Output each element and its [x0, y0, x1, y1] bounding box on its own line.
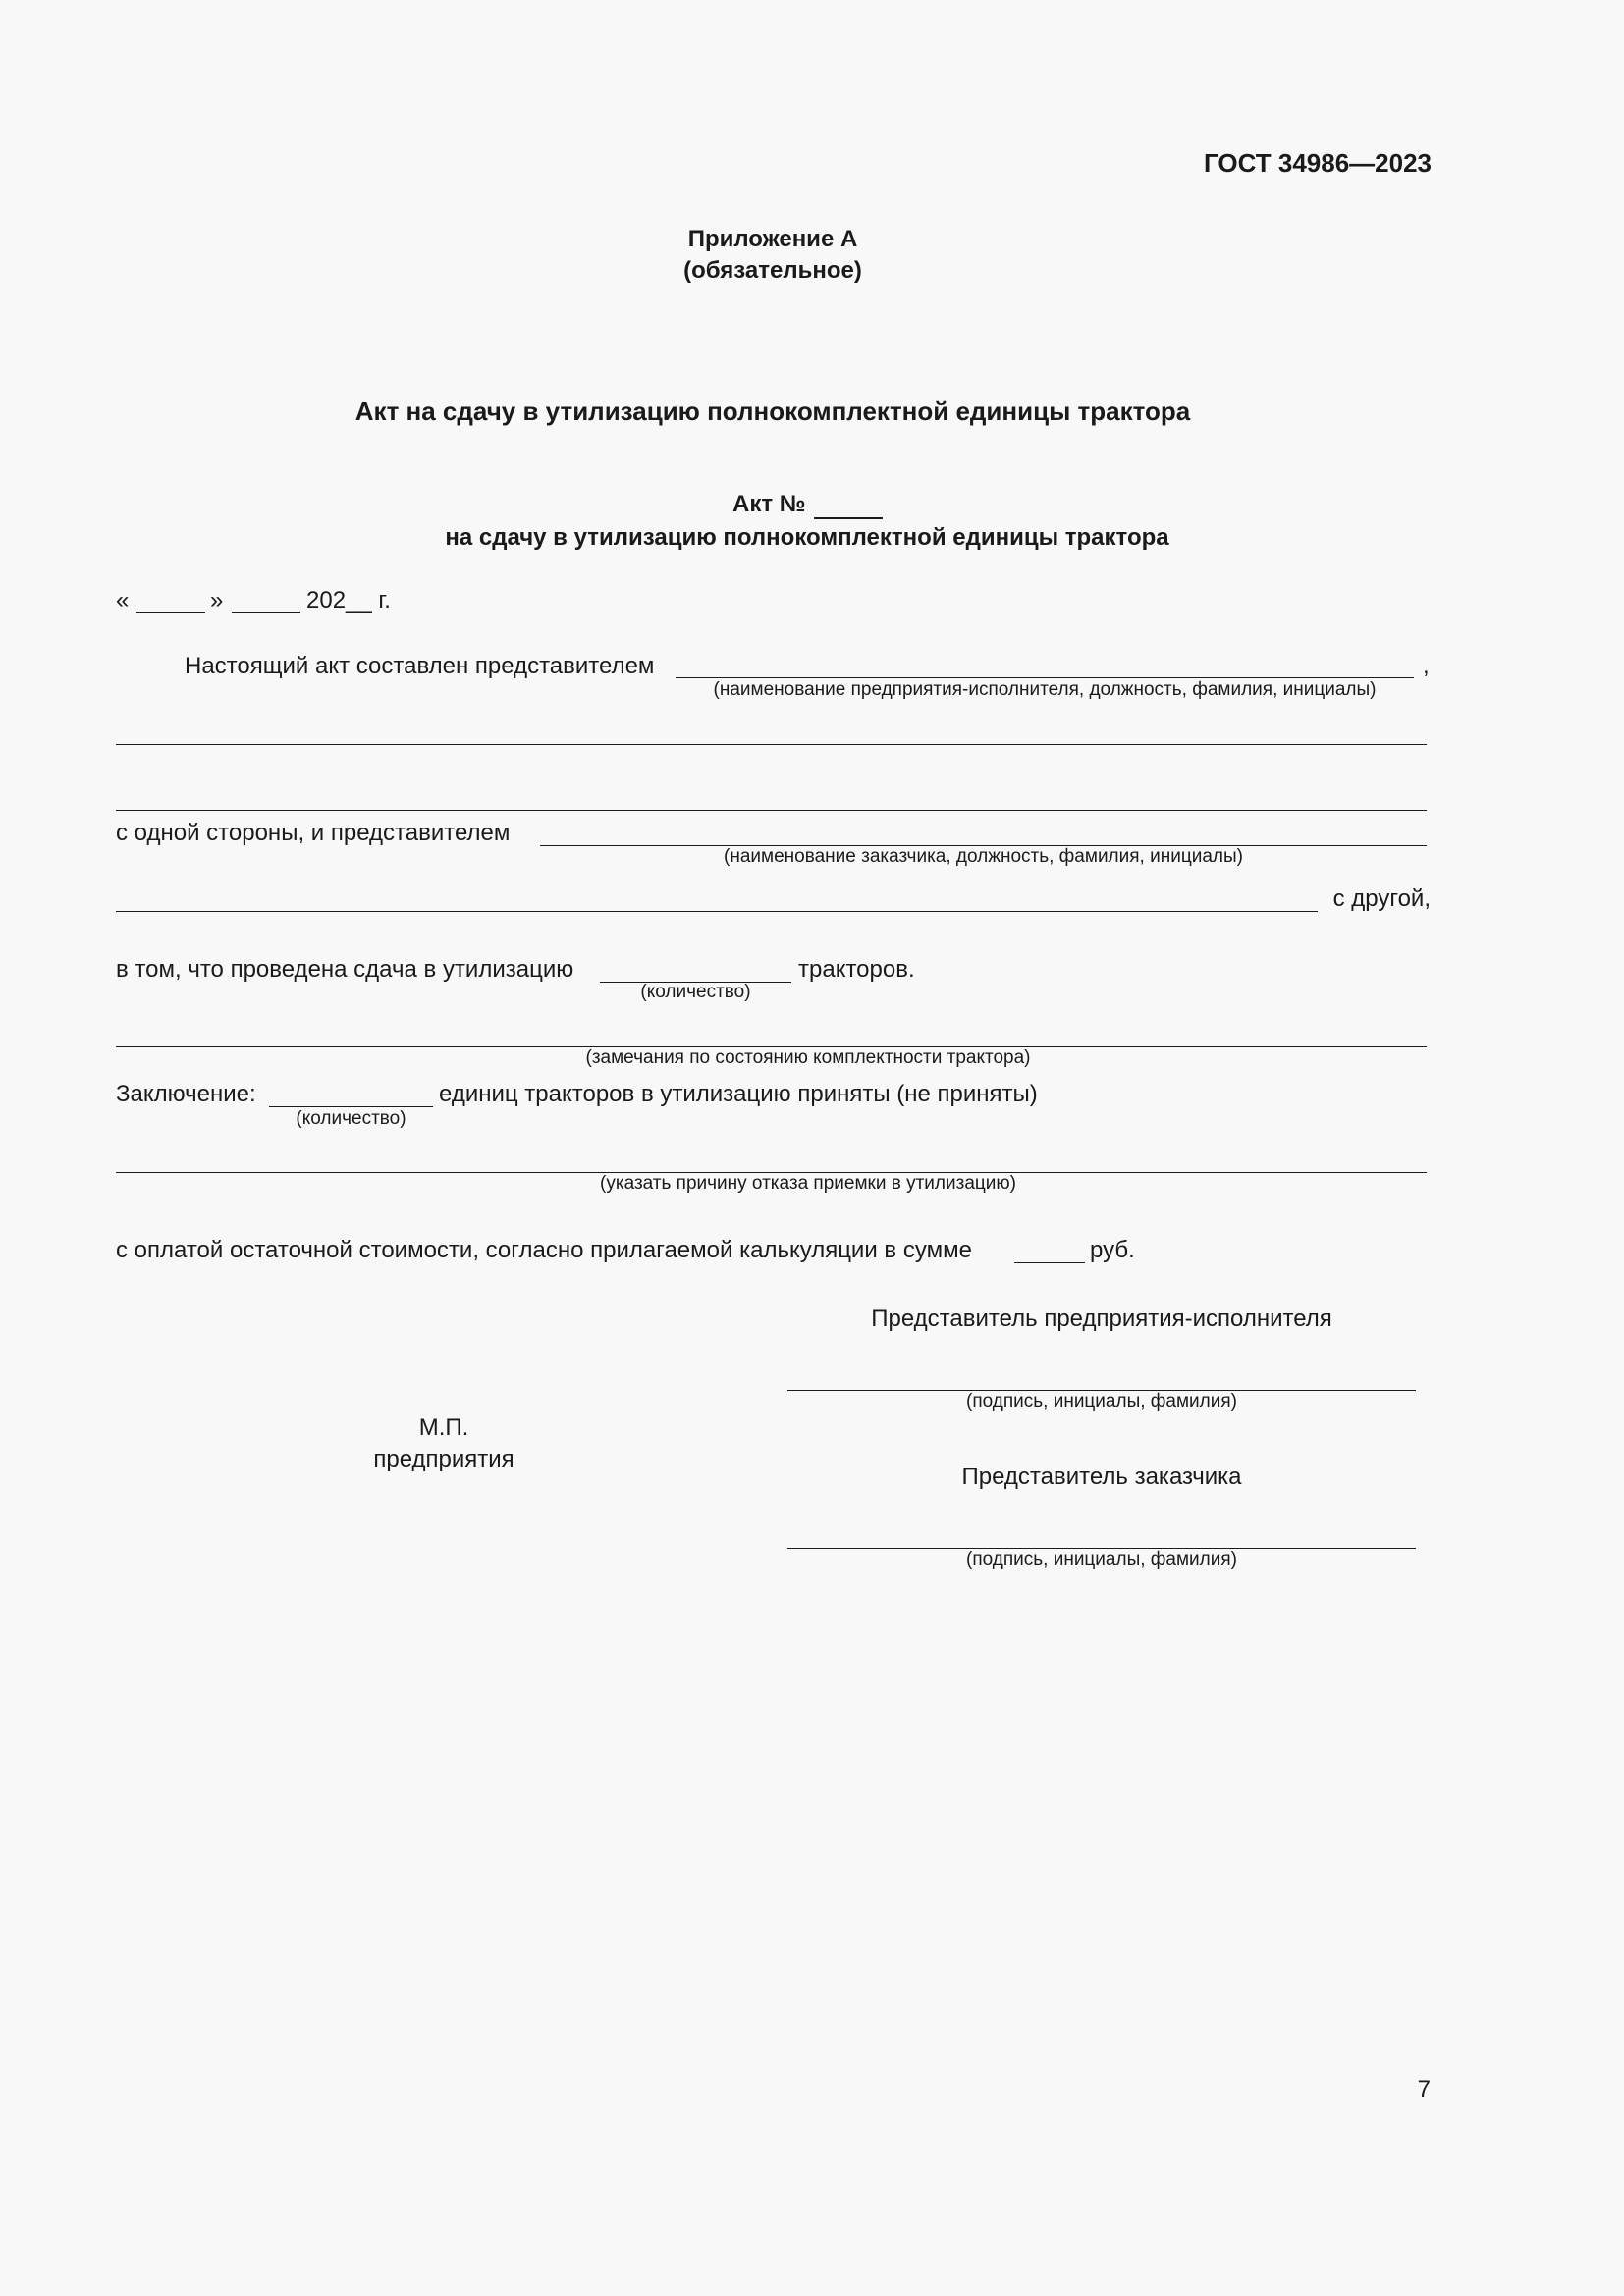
date-day-blank [136, 612, 205, 613]
appendix-title: Приложение А [687, 226, 858, 252]
conclusion-suffix: единиц тракторов в утилизацию приняты (не приняты) [439, 1081, 1038, 1107]
executor-continuation-line-2 [116, 810, 1427, 811]
disposal-suffix: тракторов. [798, 956, 915, 983]
stamp-label-enterprise: предприятия [373, 1446, 514, 1472]
payment-prefix: с оплатой остаточной стоимости, согласно прилагаемой калькуляции в сумме [116, 1237, 972, 1263]
conclusion-prefix: Заключение: [116, 1081, 256, 1107]
date-month-blank [232, 612, 300, 613]
act-subtitle: на сдачу в утилизацию полнокомплектной единицы трактора [445, 524, 1169, 551]
intro-text: Настоящий акт составлен представителем [185, 653, 655, 679]
customer-continuation-line [116, 911, 1318, 912]
stamp-label: М.П. [418, 1415, 469, 1441]
disposal-prefix: в том, что проведена сдача в утилизацию [116, 956, 574, 983]
act-number-blank [814, 517, 883, 519]
executor-hint: (наименование предприятия-исполнителя, должность, фамилия, инициалы) [713, 679, 1377, 700]
payment-amount-blank [1014, 1262, 1085, 1263]
customer-signature-hint: (подпись, инициалы, фамилия) [966, 1549, 1237, 1570]
date-open-quote: « [116, 587, 130, 614]
customer-hint: (наименование заказчика, должность, фамилия, инициалы) [724, 846, 1243, 867]
executor-signature-label: Представитель предприятия-исполнителя [871, 1306, 1332, 1332]
executor-blank [676, 677, 1414, 678]
disposal-quantity-hint: (количество) [640, 982, 751, 1002]
customer-signature-label: Представитель заказчика [961, 1464, 1242, 1490]
payment-suffix: руб. [1090, 1237, 1135, 1263]
executor-continuation-line-1 [116, 744, 1427, 745]
date-close-quote: » [210, 587, 224, 614]
conclusion-quantity-hint: (количество) [296, 1108, 406, 1129]
executor-signature-hint: (подпись, инициалы, фамилия) [966, 1391, 1237, 1412]
appendix-status: (обязательное) [683, 257, 862, 284]
document-title: Акт на сдачу в утилизацию полнокомплектной единицы трактора [354, 397, 1191, 426]
reason-hint: (указать причину отказа приемки в утилизацию) [600, 1173, 1016, 1194]
other-side-text: с другой, [1332, 885, 1431, 912]
act-number-label: Акт № [732, 491, 806, 517]
act-number-row [732, 491, 806, 518]
one-side-text: с одной стороны, и представителем [116, 820, 511, 846]
date-year: 202__ г. [306, 587, 391, 614]
intro-comma: , [1423, 653, 1430, 679]
standard-number: ГОСТ 34986—2023 [1204, 148, 1432, 178]
remarks-hint: (замечания по состоянию комплектности трактора) [585, 1047, 1031, 1068]
conclusion-quantity-blank [269, 1106, 433, 1107]
page-number: 7 [1417, 2076, 1431, 2103]
